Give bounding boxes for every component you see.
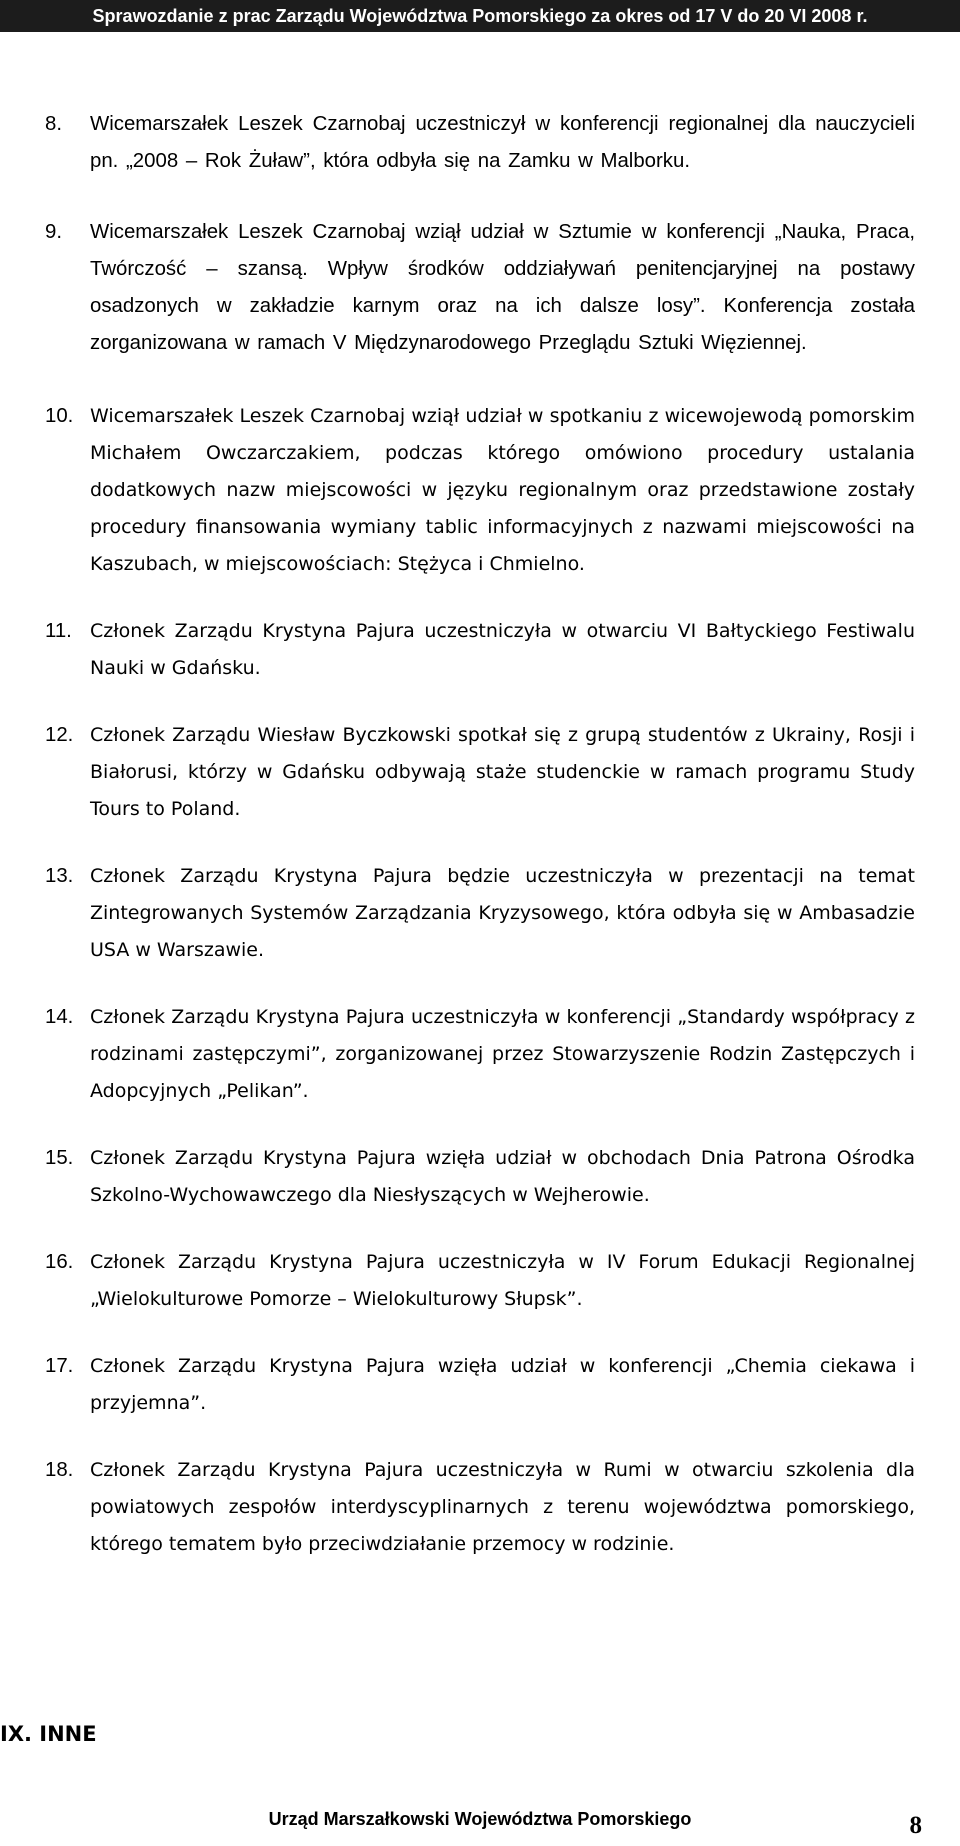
item-text: Członek Zarządu Krystyna Pajura wzięła udział w konferencji „Chemia ciekawa i przyjemna”. xyxy=(90,1355,915,1414)
item-text: Wicemarszałek Leszek Czarnobaj wziął udział w Sztumie w konferencji „Nauka, Praca, Twórczość – szansą. Wpływ środków oddziaływań penitencjaryjnej na postawy osadzonych w zakładzie karnym oraz na ich dalsze losy”. Konferencja została zorganizowana w ramach V Międzynarodowego Przeglądu Sztuki Więziennej. xyxy=(90,221,915,354)
list-item xyxy=(45,1452,915,1563)
list-item xyxy=(45,1244,915,1318)
item-number: 15. xyxy=(45,1147,74,1169)
item-number: 8. xyxy=(45,113,63,135)
item-text: Członek Zarządu Krystyna Pajura wzięła udział w obchodach Dnia Patrona Ośrodka Szkolno-Wychowawczego dla Niesłyszących w Wejherowie. xyxy=(90,1147,915,1206)
item-number: 18. xyxy=(45,1459,74,1481)
item-text: Członek Zarządu Krystyna Pajura uczestniczyła w otwarciu VI Bałtyckiego Festiwalu Nauki w Gdańsku. xyxy=(90,620,915,679)
item-number: 10. xyxy=(45,405,74,427)
list-item xyxy=(45,1348,915,1422)
item-number: 9. xyxy=(45,221,63,243)
list-item xyxy=(45,613,915,687)
item-text: Członek Zarządu Wiesław Byczkowski spotkał się z grupą studentów z Ukrainy, Rosji i Białorusi, którzy w Gdańsku odbywają staże studenckie w ramach programu Study Tours to Poland. xyxy=(90,724,915,820)
item-text: Członek Zarządu Krystyna Pajura uczestniczyła w IV Forum Edukacji Regionalnej „Wielokulturowe Pomorze – Wielokulturowy Słupsk”. xyxy=(90,1251,915,1310)
page-footer: Urząd Marszałkowski Województwa Pomorskiego xyxy=(268,1809,692,1829)
list-item xyxy=(45,1140,915,1214)
item-text: Wicemarszałek Leszek Czarnobaj wziął udział w spotkaniu z wicewojewodą pomorskim Michałem Owczarczakiem, podczas którego omówiono procedury ustalania dodatkowych nazw miejscowości w języku regionalnym oraz przedstawione zostały procedury finansowania wymiany tablic informacyjnych z nazwami miejscowości na Kaszubach, w miejscowościach: Stężyca i Chmielno. xyxy=(90,405,915,575)
item-number: 16. xyxy=(45,1251,74,1273)
list-item xyxy=(45,106,915,180)
item-text: Członek Zarządu Krystyna Pajura uczestniczyła w konferencji „Standardy współpracy z rodzinami zastępczymi”, zorganizowanej przez Stowarzyszenie Rodzin Zastępczych i Adopcyjnych „Pelikan”. xyxy=(90,1006,915,1102)
list-item xyxy=(45,717,915,828)
item-text: Wicemarszałek Leszek Czarnobaj uczestniczył w konferencji regionalnej dla nauczycieli pn. „2008 – Rok Żuław”, która odbyła się na Zamku w Malborku. xyxy=(90,113,915,172)
page-header xyxy=(0,0,960,32)
document-title: Sprawozdanie z prac Zarządu Województwa Pomorskiego za okres od 17 V do 20 VI 2008 r. xyxy=(92,6,868,26)
list-item xyxy=(45,999,915,1110)
list-item xyxy=(45,398,915,583)
item-text: Członek Zarządu Krystyna Pajura uczestniczyła w Rumi w otwarciu szkolenia dla powiatowych zespołów interdyscyplinarnych z terenu województwa pomorskiego, którego tematem było przeciwdziałanie przemocy w rodzinie. xyxy=(90,1459,915,1555)
section-heading: IX. INNE xyxy=(0,1722,97,1746)
item-number: 11. xyxy=(45,620,72,642)
item-number: 13. xyxy=(45,865,74,887)
item-text: Członek Zarządu Krystyna Pajura będzie uczestniczyła w prezentacji na temat Zintegrowanych Systemów Zarządzania Kryzysowego, która odbyła się w Ambasadzie USA w Warszawie. xyxy=(90,865,915,961)
item-number: 14. xyxy=(45,1006,74,1028)
item-number: 17. xyxy=(45,1355,74,1377)
document-body xyxy=(45,106,915,1563)
item-number: 12. xyxy=(45,724,74,746)
list-item xyxy=(45,858,915,969)
page-number: 8 xyxy=(909,1812,922,1839)
list-item xyxy=(45,214,915,362)
